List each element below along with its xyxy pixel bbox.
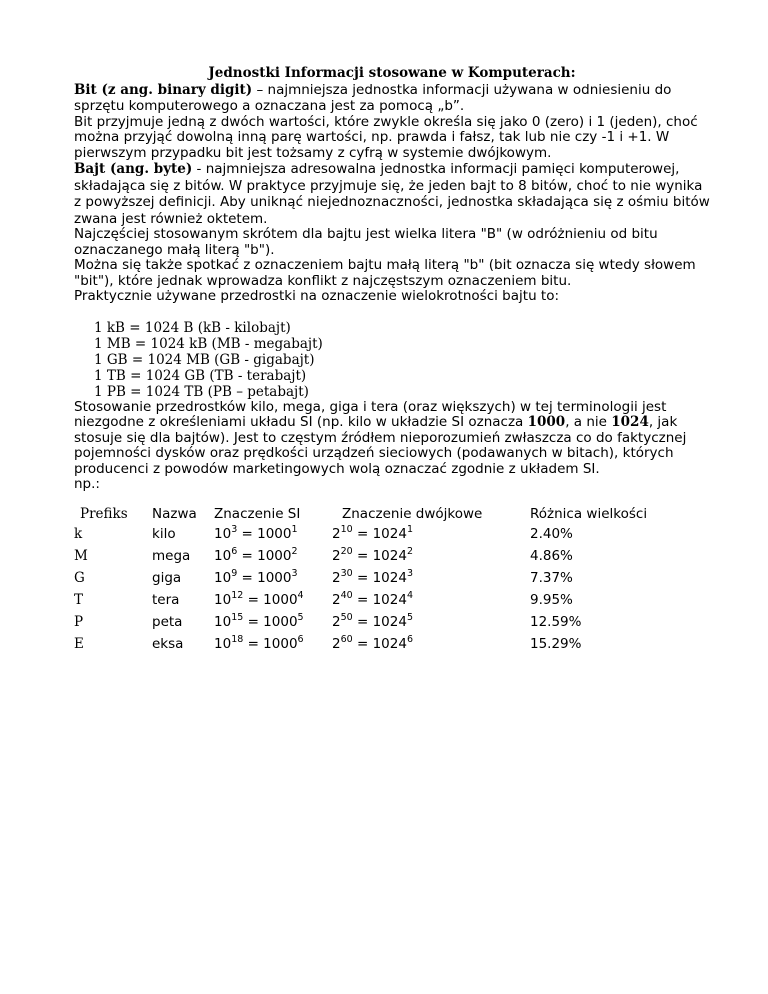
document-title: Jednostki Informacji stosowane w Komputerach:	[208, 65, 576, 81]
cell-prefix: T	[74, 591, 84, 608]
cell-si	[214, 633, 332, 658]
cell-name: mega	[152, 547, 191, 564]
bin-base: 2	[332, 547, 341, 564]
si-equals: = 1000	[237, 547, 292, 564]
si-exponent: 6	[231, 545, 238, 557]
table-row	[74, 614, 647, 636]
header-nazwa: Nazwa	[152, 505, 197, 522]
si-text-part: , a nie	[565, 414, 612, 430]
cell-name: eksa	[152, 635, 184, 652]
bin-power: 5	[406, 611, 413, 623]
si-equals: = 1000	[237, 569, 292, 586]
cell-prefix: M	[74, 547, 88, 564]
bajt-text: - najmniejsza adresowalna jednostka informacji pamięci komputerowej, składająca się z bitów. W praktyce przyjmuje się, że jeden bajt to 8 bitów, choć to nie wynika z powyższej definicji. Aby uniknąć niejednoznaczności, jednostka składająca się z ośmiu bitów zwana jest również oktetem.	[74, 161, 710, 227]
bajt-abbreviation: Najczęściej stosowanym skrótem dla bajtu jest wielka litera "B" (w odróżnieniu od bitu oznaczanego małą literą "b").	[74, 226, 658, 258]
si-power: 6	[297, 633, 304, 645]
table-row	[74, 636, 647, 658]
bajt-prefixes-intro: Praktycznie używane przedrostki na oznaczenie wielokrotności bajtu to:	[74, 288, 560, 304]
cell-prefix: G	[74, 569, 85, 586]
cell-binary	[332, 589, 530, 614]
bin-base: 2	[332, 591, 341, 608]
si-equals: = 1000	[243, 635, 298, 652]
si-power: 2	[291, 545, 298, 557]
bin-equals: = 1024	[352, 525, 407, 542]
header-znaczenie-si: Znaczenie SI	[214, 505, 301, 522]
si-text-part: Stosowanie przedrostków kilo, mega, giga i tera (oraz większych) w tej terminologii jest niezgodne z określeniami układu SI (np. kilo w układzie SI oznacza	[74, 398, 667, 430]
bin-equals: = 1024	[352, 591, 407, 608]
cell-binary	[332, 523, 530, 548]
si-power: 3	[291, 567, 298, 579]
bin-power: 4	[406, 589, 413, 601]
si-base: 10	[214, 547, 232, 564]
list-item: 1 MB = 1024 kB (MB - megabajt)	[94, 335, 323, 352]
cell-binary	[332, 611, 530, 636]
bajt-lowercase-note: Można się także spotkać z oznaczeniem bajtu małą literą "b" (bit oznacza się wtedy słowem "bit"), które jednak wprowadza konflikt z najczęstszym oznaczeniem bitu.	[74, 257, 696, 289]
np-label: np.:	[74, 476, 100, 492]
si-exponent: 3	[231, 523, 238, 535]
document-page	[74, 66, 710, 658]
cell-name: peta	[152, 613, 183, 630]
si-equals: = 1000	[243, 613, 298, 630]
list-item: 1 PB = 1024 TB (PB – petabajt)	[94, 383, 309, 400]
si-power: 1	[291, 523, 298, 535]
cell-diff: 4.86%	[530, 547, 573, 564]
si-base: 10	[214, 525, 232, 542]
bin-power: 1	[406, 523, 413, 535]
header-roznica: Różnica wielkości	[530, 505, 648, 522]
si-exponent: 18	[231, 633, 244, 645]
cell-binary	[332, 633, 530, 658]
bin-base: 2	[332, 525, 341, 542]
units-list	[74, 320, 710, 400]
list-item: 1 TB = 1024 GB (TB - terabajt)	[94, 367, 307, 384]
bin-equals: = 1024	[352, 569, 407, 586]
table-row	[74, 526, 647, 548]
cell-si	[214, 523, 332, 548]
bin-power: 6	[406, 633, 413, 645]
si-bold-1024: 1024	[611, 414, 649, 430]
bit-text: – najmniejsza jednostka informacji używana w odniesieniu do sprzętu komputerowego a oznaczana jest za pomocą „b”.	[74, 81, 672, 114]
bajt-definition	[74, 161, 710, 227]
si-equals: = 1000	[237, 525, 292, 542]
bin-exponent: 60	[340, 633, 353, 645]
bin-exponent: 20	[340, 545, 353, 557]
prefix-table	[74, 506, 647, 658]
si-text-part: , jak stosuje się dla bajtów). Jest to częstym źródłem nieporozumień zwłaszcza co do faktycznej pojemności dysków oraz prędkości urządzeń sieciowych (podawanych w bitach), których producenci z powodów marketingowych wolą oznaczać zgodnie z układem SI.	[74, 414, 687, 477]
bin-equals: = 1024	[352, 547, 407, 564]
bin-exponent: 30	[340, 567, 353, 579]
header-prefiks: Prefiks	[80, 505, 128, 522]
spacer	[74, 305, 710, 320]
cell-name: giga	[152, 569, 182, 586]
cell-prefix: P	[74, 613, 84, 630]
bin-power: 3	[406, 567, 413, 579]
bin-power: 2	[406, 545, 413, 557]
cell-si	[214, 611, 332, 636]
cell-diff: 12.59%	[530, 613, 582, 630]
si-paragraph	[74, 400, 710, 478]
cell-si	[214, 545, 332, 570]
si-base: 10	[214, 569, 232, 586]
si-power: 5	[297, 611, 304, 623]
si-base: 10	[214, 591, 232, 608]
si-base: 10	[214, 613, 232, 630]
bin-base: 2	[332, 613, 341, 630]
header-znaczenie-dwojkowe: Znaczenie dwójkowe	[342, 505, 483, 522]
bin-base: 2	[332, 569, 341, 586]
bin-exponent: 40	[340, 589, 353, 601]
bajt-label: Bajt (ang. byte)	[74, 161, 193, 177]
bin-equals: = 1024	[352, 613, 407, 630]
si-base: 10	[214, 635, 232, 652]
cell-si	[214, 589, 332, 614]
cell-diff: 2.40%	[530, 525, 573, 542]
cell-name: kilo	[152, 525, 176, 542]
bin-exponent: 50	[340, 611, 353, 623]
list-item: 1 kB = 1024 B (kB - kilobajt)	[94, 319, 291, 336]
si-exponent: 9	[231, 567, 238, 579]
cell-binary	[332, 567, 530, 592]
si-equals: = 1000	[243, 591, 298, 608]
bit-description: Bit przyjmuje jedną z dwóch wartości, które zwykle określa się jako 0 (zero) i 1 (jeden), choć można przyjąć dowolną inną parę wartości, np. prawda i fałsz, tak lub nie czy -1 i +1. W pierwszym przypadku bit jest tożsamy z cyfrą w systemie dwójkowym.	[74, 113, 698, 161]
cell-name: tera	[152, 591, 180, 608]
table-row	[74, 592, 647, 614]
cell-diff: 15.29%	[530, 635, 582, 652]
si-power: 4	[297, 589, 304, 601]
bin-equals: = 1024	[352, 635, 407, 652]
cell-diff: 7.37%	[530, 569, 573, 586]
si-exponent: 12	[231, 589, 244, 601]
bin-exponent: 10	[340, 523, 353, 535]
bin-base: 2	[332, 635, 341, 652]
table-row	[74, 548, 647, 570]
cell-diff: 9.95%	[530, 591, 573, 608]
table-row	[74, 570, 647, 592]
cell-si	[214, 567, 332, 592]
cell-binary	[332, 545, 530, 570]
list-item: 1 GB = 1024 MB (GB - gigabajt)	[94, 351, 315, 368]
si-exponent: 15	[231, 611, 244, 623]
si-bold-1000: 1000	[527, 414, 566, 430]
cell-prefix: k	[74, 525, 83, 542]
table-header-row	[74, 506, 647, 526]
cell-prefix: E	[74, 635, 84, 652]
bit-definition	[74, 82, 710, 115]
bit-label: Bit (z ang. binary digit)	[74, 81, 253, 98]
